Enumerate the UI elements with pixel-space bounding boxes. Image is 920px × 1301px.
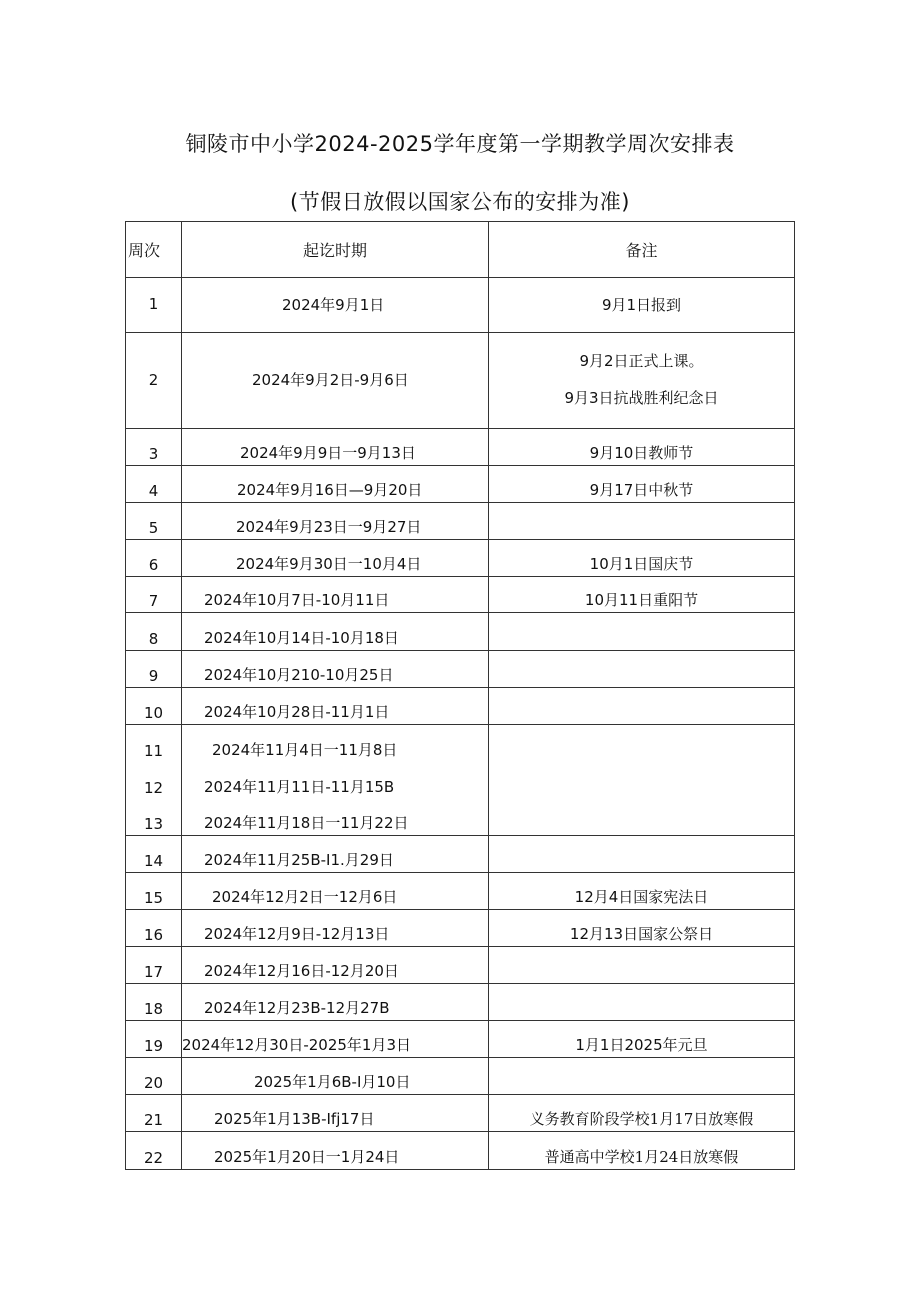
week-cell: 3 [126, 429, 182, 466]
dates-cell: 2024年10月28日-11月1日 [182, 688, 489, 725]
table-header-row [126, 222, 795, 278]
week-cell: 17 [126, 947, 182, 984]
week-cell: 4 [126, 466, 182, 503]
dates-cell: 2024年9月16日—9月20日 [182, 466, 489, 503]
notes-cell: 10月1日国庆节 [489, 540, 795, 577]
notes-cell: 普通高中学校1月24日放寒假 [489, 1132, 795, 1170]
table-row [126, 1095, 795, 1132]
dates-cell: 2024年10月210-10月25日 [182, 651, 489, 688]
table-row [126, 429, 795, 466]
dates-cell: 2024年11月18日一11月22日 [182, 799, 489, 836]
dates-cell: 2024年12月16日-12月20日 [182, 947, 489, 984]
dates-cell: 2024年9月1日 [182, 278, 489, 333]
week-cell: 7 [126, 577, 182, 613]
header-dates: 起讫时期 [182, 222, 489, 278]
notes-cell [489, 613, 795, 651]
week-cell: 11 [126, 725, 182, 762]
notes-cell [489, 836, 795, 873]
table-row [126, 651, 795, 688]
schedule-table [125, 221, 795, 1170]
notes-cell [489, 333, 795, 429]
table-row [126, 278, 795, 333]
table-row [126, 836, 795, 873]
week-cell: 13 [126, 799, 182, 836]
dates-cell: 2024年12月23B-12月27B [182, 984, 489, 1021]
notes-cell: 9月10日教师节 [489, 429, 795, 466]
dates-cell: 2024年9月9日一9月13日 [182, 429, 489, 466]
table-row [126, 503, 795, 540]
dates-cell: 2025年1月20日一1月24日 [182, 1132, 489, 1170]
notes-cell [489, 503, 795, 540]
week-cell: 15 [126, 873, 182, 910]
dates-cell: 2024年11月25B-I1.月29日 [182, 836, 489, 873]
dates-cell: 2024年12月30日-2025年1月3日 [182, 1021, 489, 1058]
dates-cell: 2024年9月30日一10月4日 [182, 540, 489, 577]
table-row [126, 577, 795, 613]
table-row [126, 688, 795, 725]
notes-cell: 1月1日2025年元旦 [489, 1021, 795, 1058]
table-row [126, 910, 795, 947]
table-row [126, 725, 795, 762]
note-line: 9月2日正式上课。 [579, 351, 704, 370]
document-subtitle: (节假日放假以国家公布的安排为准) [290, 190, 630, 214]
dates-cell: 2024年12月9日-12月13日 [182, 910, 489, 947]
notes-cell: 12月4日国家宪法日 [489, 873, 795, 910]
notes-cell [489, 1058, 795, 1095]
table-row [126, 984, 795, 1021]
table-row [126, 466, 795, 503]
notes-cell: 12月13日国家公祭日 [489, 910, 795, 947]
notes-cell [489, 651, 795, 688]
table-row [126, 947, 795, 984]
notes-cell [489, 688, 795, 725]
table-row [126, 1132, 795, 1170]
table-row [126, 333, 795, 429]
week-cell: 8 [126, 613, 182, 651]
document-title: 铜陵市中小学2024-2025学年度第一学期教学周次安排表 [185, 132, 735, 156]
notes-cell: 9月17日中秋节 [489, 466, 795, 503]
week-cell: 18 [126, 984, 182, 1021]
dates-cell: 2024年12月2日一12月6日 [182, 873, 489, 910]
dates-cell: 2024年11月11日-11月15B [182, 762, 489, 799]
week-cell: 20 [126, 1058, 182, 1095]
week-cell: 16 [126, 910, 182, 947]
notes-cell [489, 947, 795, 984]
notes-cell: 9月1日报到 [489, 278, 795, 333]
notes-cell: 10月11日重阳节 [489, 577, 795, 613]
week-cell: 2 [126, 333, 182, 429]
dates-cell: 2024年11月4日一11月8日 [182, 725, 489, 762]
dates-cell: 2024年9月2日-9月6日 [182, 333, 489, 429]
dates-cell: 2024年9月23日一9月27日 [182, 503, 489, 540]
week-cell: 1 [126, 278, 182, 333]
notes-cell-empty [489, 725, 795, 836]
week-cell: 21 [126, 1095, 182, 1132]
week-cell: 14 [126, 836, 182, 873]
notes-cell [489, 984, 795, 1021]
week-cell: 22 [126, 1132, 182, 1170]
header-notes: 备注 [489, 222, 795, 278]
week-cell: 12 [126, 762, 182, 799]
table-row [126, 1021, 795, 1058]
note-line: 9月3日抗战胜利纪念日 [564, 388, 719, 407]
dates-cell: 2025年1月13B-Ifj17日 [182, 1095, 489, 1132]
week-cell: 9 [126, 651, 182, 688]
header-week: 周次 [126, 222, 182, 278]
week-cell: 6 [126, 540, 182, 577]
table-row [126, 873, 795, 910]
week-cell: 5 [126, 503, 182, 540]
dates-cell: 2025年1月6B-I月10日 [182, 1058, 489, 1095]
dates-cell: 2024年10月7日-10月11日 [182, 577, 489, 613]
dates-cell: 2024年10月14日-10月18日 [182, 613, 489, 651]
week-cell: 10 [126, 688, 182, 725]
notes-cell: 义务教育阶段学校1月17日放寒假 [489, 1095, 795, 1132]
table-row [126, 1058, 795, 1095]
table-row [126, 613, 795, 651]
week-cell: 19 [126, 1021, 182, 1058]
table-row [126, 540, 795, 577]
